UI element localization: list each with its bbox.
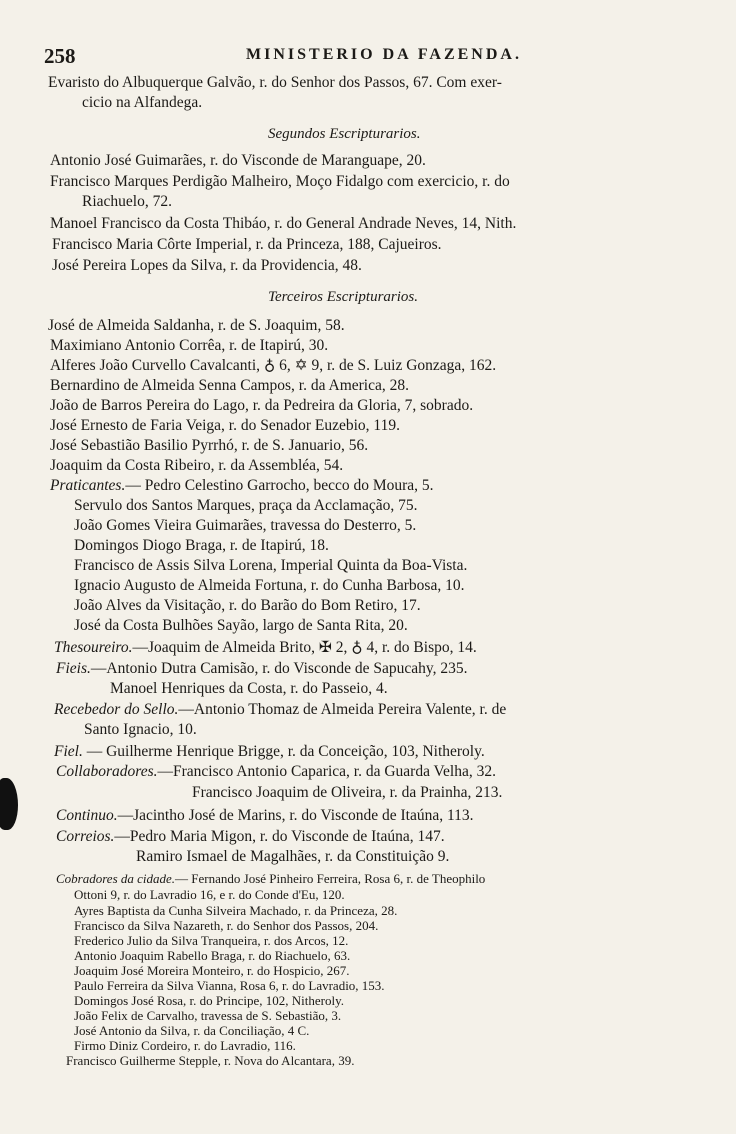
entry-line: Domingos Diogo Braga, r. de Itapirú, 18. [74,537,329,554]
entry-line: Manoel Francisco da Costa Thibáo, r. do General Andrade Neves, 14, Nith. [50,215,517,232]
running-title: MINISTERIO DA FAZENDA. [246,46,522,63]
entry-line: Bernardino de Almeida Senna Campos, r. da America, 28. [50,377,409,394]
entry-line: José Ernesto de Faria Veiga, r. do Senador Euzebio, 119. [50,417,400,434]
entry-line: Evaristo do Albuquerque Galvão, r. do Senhor dos Passos, 67. Com exer- [48,74,502,91]
entry-line: Ayres Baptista da Cunha Silveira Machado, r. da Princeza, 28. [74,903,398,918]
entry-label: Correios. [56,828,115,845]
entry-line: Santo Ignacio, 10. [84,721,197,738]
page-number: 258 [44,44,76,68]
entry-label: Continuo. [56,807,118,824]
entry-line: Praticantes.— Pedro Celestino Garrocho, becco do Moura, 5. [50,477,434,494]
entry-line: José Pereira Lopes da Silva, r. da Providencia, 48. [52,257,362,274]
page-header [44,44,704,68]
entry-line: João de Barros Pereira do Lago, r. da Pedreira da Gloria, 7, sobrado. [50,397,474,414]
entry-label: Cobradores da cidade. [56,871,176,886]
entry-line: José Antonio da Silva, r. da Conciliação, 4 C. [74,1023,310,1038]
entry-line: Francisco Marques Perdigão Malheiro, Moço Fidalgo com exercicio, r. do [50,173,510,190]
entry-line: Correios.—Pedro Maria Migon, r. do Visconde de Itaúna, 147. [56,828,445,845]
entry-line: Ignacio Augusto de Almeida Fortuna, r. do Cunha Barbosa, 10. [74,577,465,594]
entry-label: Fiel. [54,743,83,760]
entry-line: Francisco Maria Côrte Imperial, r. da Princeza, 188, Cajueiros. [52,236,442,253]
entry-line: Ramiro Ismael de Magalhães, r. da Constituição 9. [136,848,450,865]
entry-line: Continuo.—Jacintho José de Marins, r. do Visconde de Itaúna, 113. [56,807,474,824]
entry-line: Domingos José Rosa, r. do Principe, 102, Nitheroly. [74,993,344,1008]
entry-line: Francisco da Silva Nazareth, r. do Senhor dos Passos, 204. [74,918,379,933]
entry-line: Firmo Diniz Cordeiro, r. do Lavradio, 116. [74,1038,296,1053]
entry-label: Collaboradores. [56,763,158,780]
entry-line: Riachuelo, 72. [82,193,172,210]
entry-line: Joaquim da Costa Ribeiro, r. da Assembléa, 54. [50,457,344,474]
entry-line: Fiel. — Guilherme Henrique Brigge, r. da Conceição, 103, Nitheroly. [54,743,485,760]
entry-line: Antonio Joaquim Rabello Braga, r. do Riachuelo, 63. [74,948,351,963]
entry-label: Thesoureiro. [54,639,133,656]
entry-line: Antonio José Guimarães, r. do Visconde de Maranguape, 20. [50,152,426,169]
entry-line: Frederico Julio da Silva Tranqueira, r. dos Arcos, 12. [74,933,349,948]
entry-line: José de Almeida Saldanha, r. de S. Joaquim, 58. [48,317,345,334]
entry-line: João Gomes Vieira Guimarães, travessa do Desterro, 5. [74,517,417,534]
entry-line: Servulo dos Santos Marques, praça da Acclamação, 75. [74,497,418,514]
entry-line: Francisco Joaquim de Oliveira, r. da Prainha, 213. [192,784,503,801]
entry-line: Joaquim José Moreira Monteiro, r. do Hospicio, 267. [74,963,350,978]
entry-line: Francisco Guilherme Stepple, r. Nova do Alcantara, 39. [66,1053,355,1068]
entry-line: João Alves da Visitação, r. do Barão do Bom Retiro, 17. [74,597,421,614]
entry-line: cicio na Alfandega. [82,94,203,111]
entry-line: Francisco de Assis Silva Lorena, Imperial Quinta da Boa-Vista. [74,557,468,574]
entry-line: José Sebastião Basilio Pyrrhó, r. de S. Januario, 56. [50,437,369,454]
entry-label: Recebedor do Sello. [54,701,179,718]
entry-line: Recebedor do Sello.—Antonio Thomaz de Almeida Pereira Valente, r. de [54,701,507,718]
entry-line: José da Costa Bulhões Sayão, largo de Santa Rita, 20. [74,617,408,634]
section-heading: Terceiros Escripturarios. [268,289,419,305]
entry-label: Praticantes. [50,477,126,494]
section-heading: Segundos Escripturarios. [268,126,421,142]
entry-line: Collaboradores.—Francisco Antonio Caparica, r. da Guarda Velha, 32. [56,763,496,780]
entry-label: Fieis. [56,660,91,677]
entry-line: Maximiano Antonio Corrêa, r. de Itapirú, 30. [50,337,329,354]
entry-line: Thesoureiro.—Joaquim de Almeida Brito, ✠ 2, ♁ 4, r. do Bispo, 14. [54,639,477,656]
ink-blot [0,778,18,830]
entry-line: Cobradores da cidade.— Fernando José Pinheiro Ferreira, Rosa 6, r. de Theophilo [56,871,486,886]
entry-line: Fieis.—Antonio Dutra Camisão, r. do Visconde de Sapucahy, 235. [56,660,468,677]
entry-line: Manoel Henriques da Costa, r. do Passeio, 4. [110,680,388,697]
entry-line: Ottoni 9, r. do Lavradio 16, e r. do Conde d'Eu, 120. [74,887,345,902]
entry-line: Paulo Ferreira da Silva Vianna, Rosa 6, r. do Lavradio, 153. [74,978,385,993]
entry-line: João Felix de Carvalho, travessa de S. Sebastião, 3. [74,1008,342,1023]
entry-line: Alferes João Curvello Cavalcanti, ♁ 6, ✡ 9, r. de S. Luiz Gonzaga, 162. [50,357,497,374]
